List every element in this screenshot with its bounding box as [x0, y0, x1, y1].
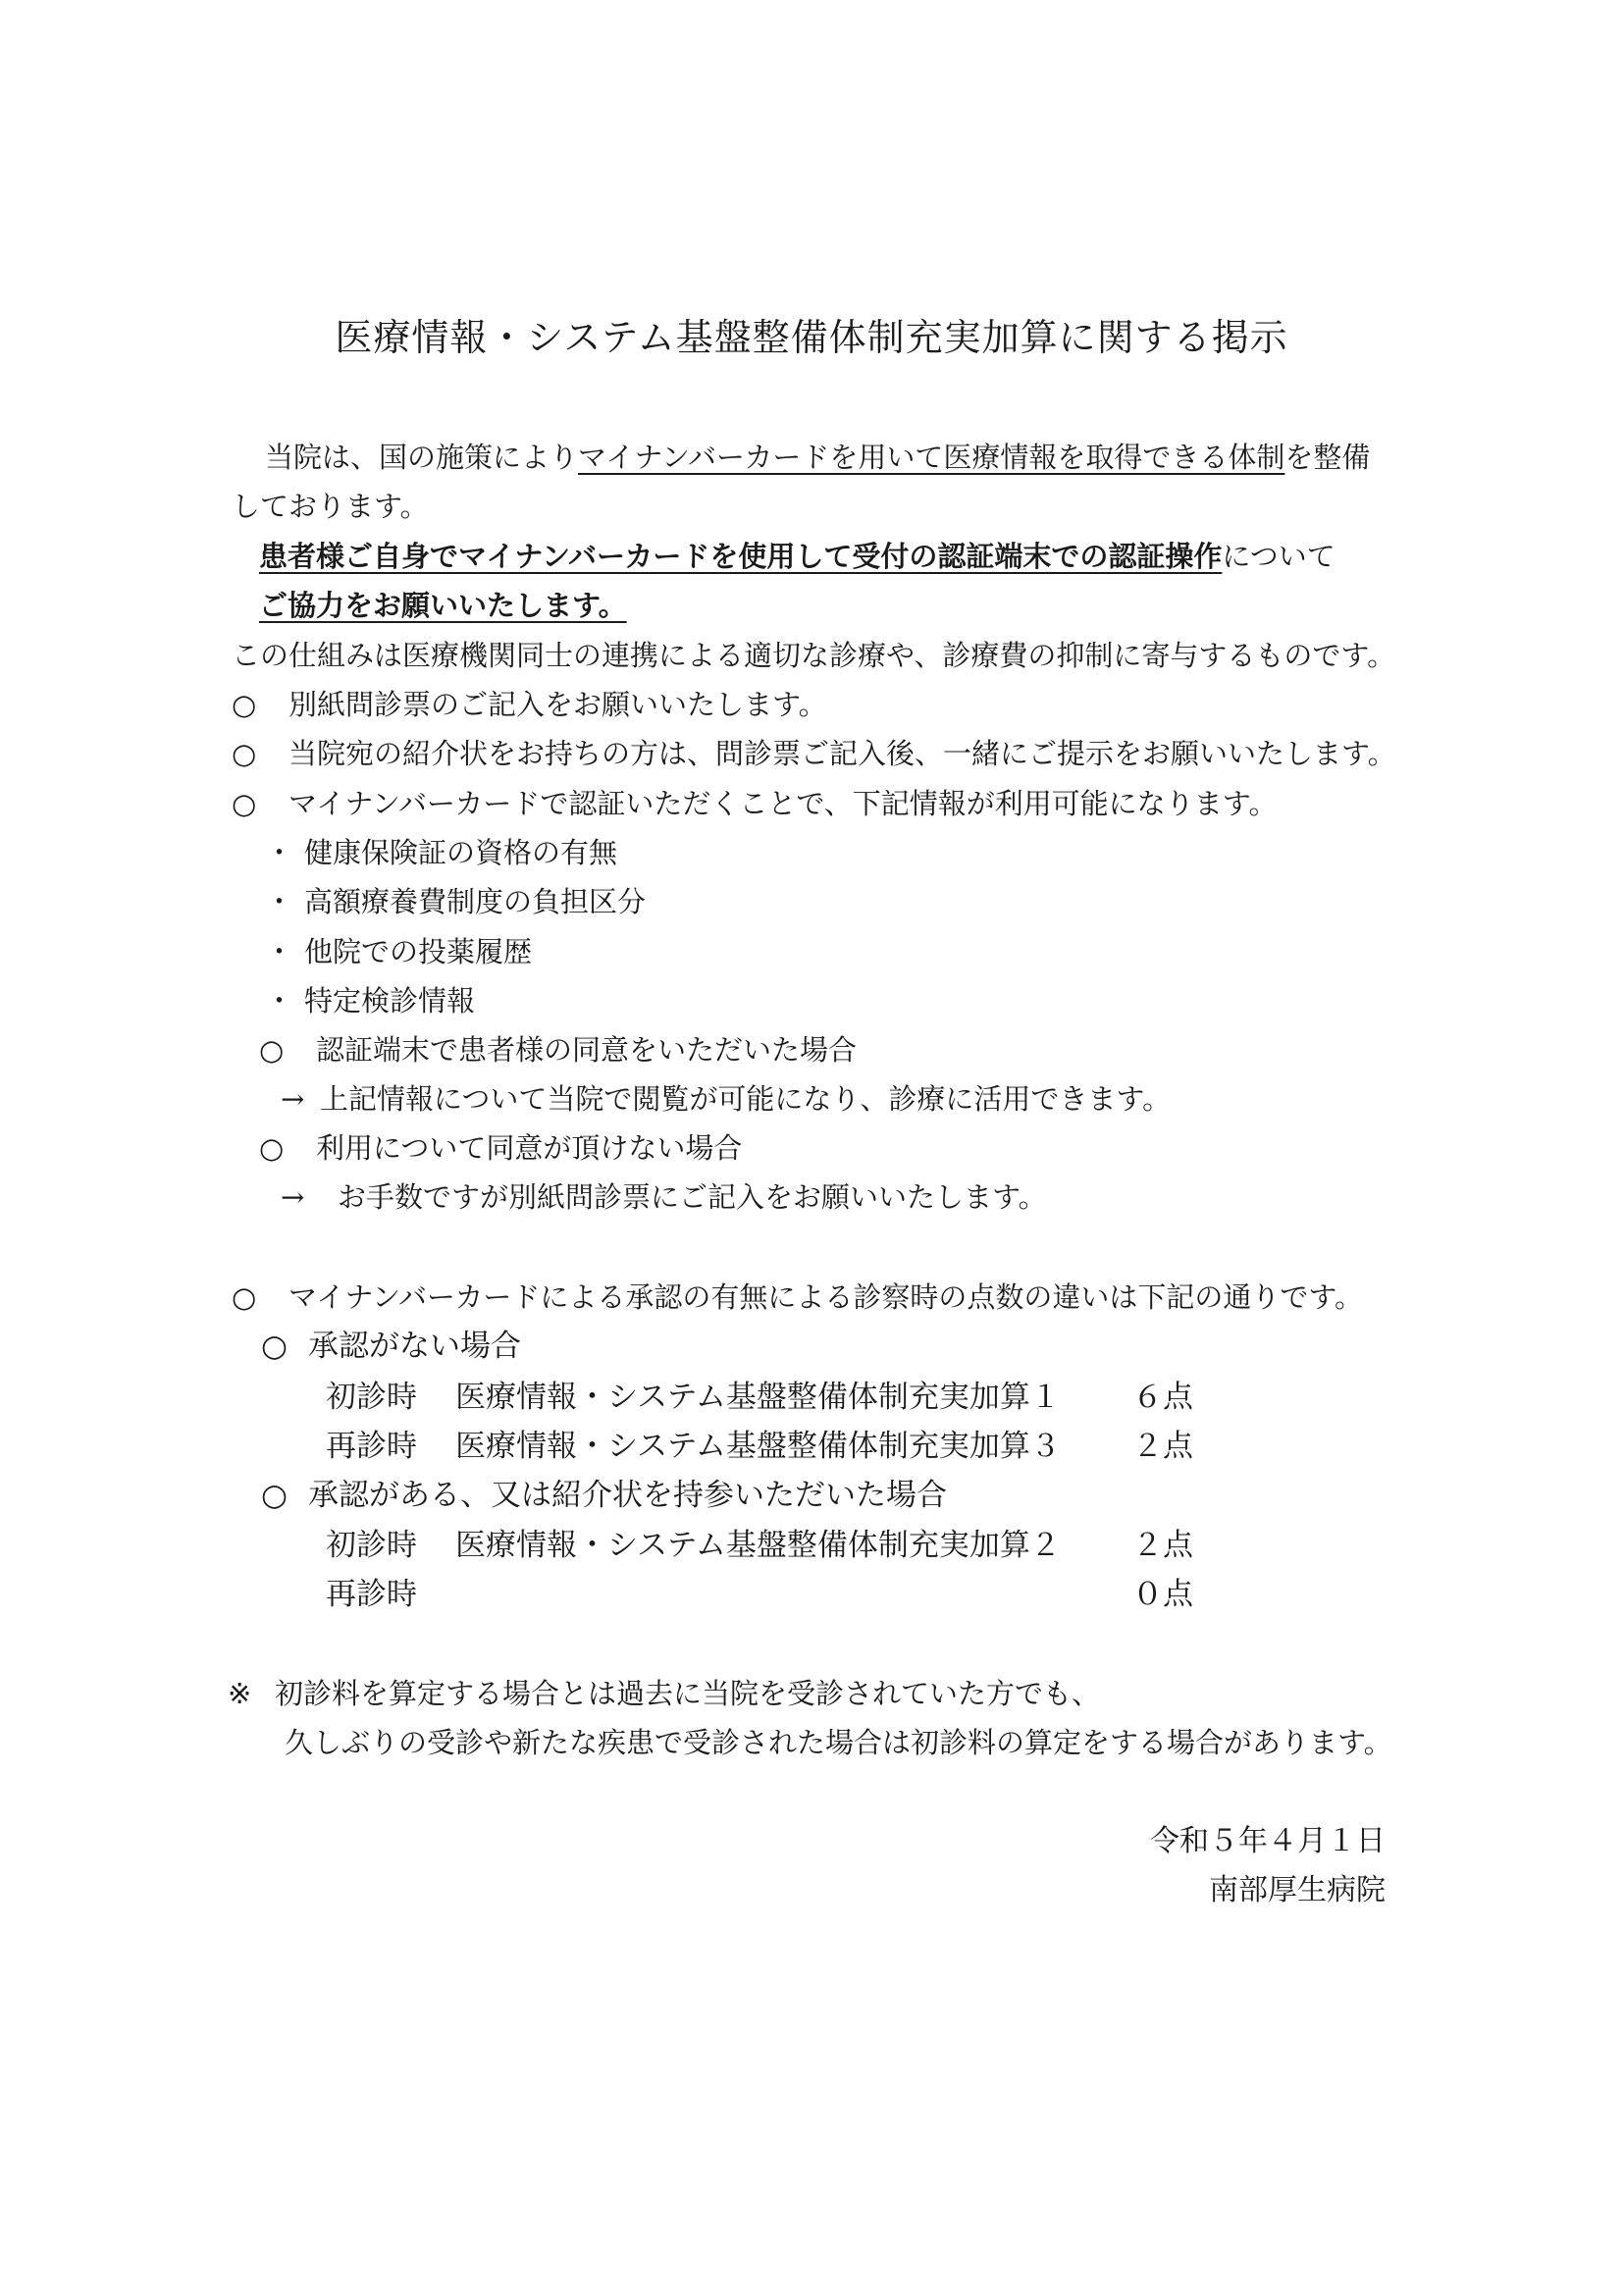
row-points: ０点	[1132, 1577, 1193, 1612]
info-item-3	[265, 932, 532, 971]
note-line-1	[228, 1674, 1100, 1713]
consent-yes-text: 認証端末で患者様の同意をいただいた場合	[316, 1033, 858, 1067]
consent-no-text: 利用について同意が頂けない場合	[316, 1131, 743, 1165]
arrow-right-icon: →	[281, 1082, 305, 1116]
points-heading-text: マイナンバーカードによる承認の有無による診察時の点数の違いは下記の通りです。	[288, 1280, 1364, 1314]
list-item-2-text: 当院宛の紹介状をお持ちの方は、問診票ご記入後、一緒にご提示をお願いいたします。	[288, 737, 1396, 770]
list-item-2	[232, 734, 1396, 773]
list-item-3	[232, 784, 1277, 823]
info-item-2-text: 高額療養費制度の負担区分	[304, 885, 647, 918]
circle-icon: ○	[259, 1033, 285, 1067]
table-row	[326, 1526, 1193, 1565]
table-row	[326, 1575, 1193, 1614]
intro-text-1a: 当院は、国の施策により	[265, 441, 579, 474]
circle-icon: ○	[261, 1329, 288, 1364]
circle-icon: ○	[259, 1131, 285, 1165]
circle-icon: ○	[232, 688, 257, 721]
info-item-2	[265, 882, 646, 921]
list-item-1-text: 別紙問診票のご記入をお願いいたします。	[288, 688, 827, 721]
bullet-icon: ・	[265, 885, 294, 918]
circle-icon: ○	[232, 787, 257, 820]
circle-icon: ○	[261, 1478, 288, 1513]
info-item-1	[265, 833, 617, 872]
row-points: ２点	[1132, 1429, 1193, 1464]
note-line-2: 久しぶりの受診や新たな疾患で受診された場合は初診料の算定をする場合があります。	[285, 1726, 1392, 1759]
consent-no-result-text: お手数ですが別紙問診票にご記入をお願いいたします。	[338, 1180, 1047, 1214]
row-item: 医療情報・システム基盤整備体制充実加算３	[455, 1429, 1061, 1464]
note-line-1-text: 初診料を算定する場合とは過去に当院を受診されていた方でも、	[275, 1677, 1101, 1710]
intro-line-2: しております。	[232, 490, 429, 523]
intro-line-1	[265, 438, 1370, 477]
page-title: 医療情報・システム基盤整備体制充実加算に関する掲示	[335, 316, 1288, 359]
intro-line-5: この仕組みは医療機関同士の連携による適切な診療や、診療費の抑制に寄与するものです。	[232, 639, 1396, 672]
table-row	[326, 1427, 1193, 1466]
case-1-text: 承認がない場合	[308, 1329, 521, 1364]
info-item-3-text: 他院での投薬履歴	[304, 935, 533, 968]
circle-icon: ○	[232, 737, 257, 770]
row-when: 再診時	[326, 1577, 417, 1612]
info-item-1-text: 健康保険証の資格の有無	[304, 836, 618, 869]
organization-name: 南部厚生病院	[1209, 1873, 1386, 1907]
note-mark: ※	[228, 1677, 252, 1710]
row-when: 再診時	[326, 1429, 417, 1464]
intro-line-4: ご協力をお願いいたします。	[259, 589, 627, 622]
row-when: 初診時	[326, 1380, 417, 1415]
issue-date: 令和５年４月１日	[1150, 1824, 1386, 1858]
row-points: ２点	[1132, 1528, 1193, 1563]
consent-no-result	[281, 1177, 1047, 1217]
row-item: 医療情報・システム基盤整備体制充実加算１	[455, 1380, 1061, 1415]
list-item-1	[232, 685, 827, 724]
intro-text-2b: について	[1222, 540, 1335, 573]
info-item-4	[265, 981, 475, 1020]
intro-text-1c: を整備	[1284, 441, 1371, 474]
list-item-3-text: マイナンバーカードで認証いただくことで、下記情報が利用可能になります。	[288, 787, 1278, 820]
row-points: ６点	[1132, 1380, 1193, 1415]
bullet-icon: ・	[265, 836, 294, 869]
table-row	[326, 1378, 1193, 1417]
consent-yes-result	[281, 1079, 1171, 1119]
consent-yes-result-text: 上記情報について当院で閲覧が可能になり、診療に活用できます。	[320, 1082, 1172, 1116]
intro-emphasis-2: 患者様ご自身でマイナンバーカードを使用して受付の認証端末での認証操作	[259, 540, 1223, 573]
arrow-right-icon: →	[281, 1180, 305, 1214]
case-2-heading	[261, 1476, 947, 1515]
circle-icon: ○	[232, 1280, 257, 1314]
info-item-4-text: 特定検診情報	[304, 984, 476, 1018]
points-heading	[232, 1278, 1363, 1317]
case-2-text: 承認がある、又は紹介状を持参いただいた場合	[308, 1478, 947, 1513]
row-when: 初診時	[326, 1528, 417, 1563]
intro-emphasis-1: マイナンバーカードを用いて医療情報を取得できる体制	[578, 441, 1285, 474]
case-1-heading	[261, 1327, 521, 1366]
bullet-icon: ・	[265, 984, 294, 1018]
consent-yes	[259, 1030, 857, 1070]
consent-no	[259, 1128, 742, 1168]
row-item: 医療情報・システム基盤整備体制充実加算２	[455, 1528, 1061, 1563]
bullet-icon: ・	[265, 935, 294, 968]
intro-line-3	[259, 537, 1335, 576]
